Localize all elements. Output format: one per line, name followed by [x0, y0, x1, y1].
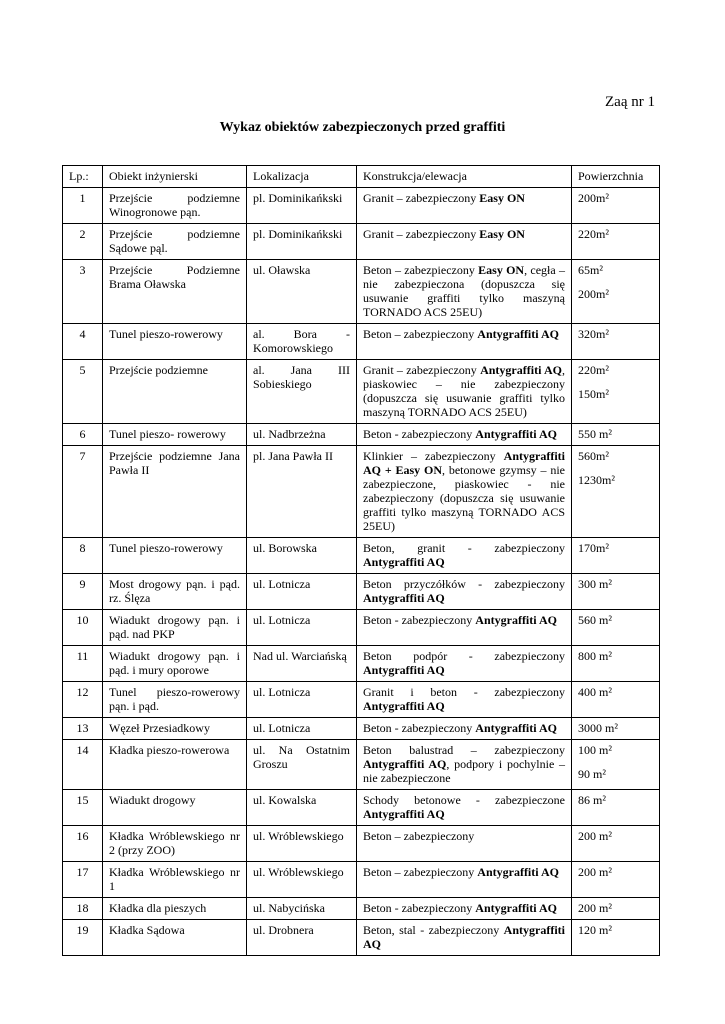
cell-area: [572, 574, 660, 610]
area-value: 560 m²: [578, 613, 612, 627]
area-value: 86 m²: [578, 793, 606, 807]
construction-product: Antygraffiti AQ: [363, 807, 445, 821]
cell-construction: [357, 188, 572, 224]
cell-lp: 11: [63, 646, 103, 682]
cell-object: Węzeł Przesiadkowy: [103, 718, 247, 740]
cell-object: Przejście podziemne Winogronowe pąn.: [103, 188, 247, 224]
cell-location: Nad ul. Warciańską: [247, 646, 357, 682]
cell-location: pl. Jana Pawła II: [247, 446, 357, 538]
document-title: Wykaz obiektów zabezpieczonych przed graffiti: [219, 120, 506, 135]
area-value: 200m²: [578, 191, 609, 205]
cell-lp: 18: [63, 898, 103, 920]
table-row: [63, 862, 660, 898]
cell-area: [572, 260, 660, 324]
construction-product: Antygraffiti AQ: [363, 591, 445, 605]
cell-lp: 10: [63, 610, 103, 646]
construction-product: Antygraffiti AQ: [480, 363, 562, 377]
cell-object: Kładka pieszo-rowerowa: [103, 740, 247, 790]
cell-area: [572, 920, 660, 956]
area-value: 220m²: [578, 227, 609, 241]
cell-area: [572, 740, 660, 790]
cell-construction: [357, 718, 572, 740]
cell-object: Przejście podziemne Sądowe pąl.: [103, 224, 247, 260]
table-body: [63, 188, 660, 956]
objects-table: [62, 165, 660, 956]
cell-construction: [357, 682, 572, 718]
cell-object: Tunel pieszo-rowerowy: [103, 538, 247, 574]
table-row: [63, 574, 660, 610]
area-value: 100 m²: [578, 743, 612, 757]
cell-lp: 13: [63, 718, 103, 740]
cell-construction: [357, 574, 572, 610]
cell-object: Przejście podziemne Jana Pawła II: [103, 446, 247, 538]
cell-object: Tunel pieszo-rowerowy: [103, 324, 247, 360]
area-value: 120 m²: [578, 923, 612, 937]
cell-lp: 3: [63, 260, 103, 324]
cell-area: [572, 862, 660, 898]
cell-location: ul. Lotnicza: [247, 574, 357, 610]
header-construction: Konstrukcja/elewacja: [357, 166, 572, 188]
cell-lp: 15: [63, 790, 103, 826]
cell-construction: [357, 424, 572, 446]
cell-object: Tunel pieszo-rowerowy pąn. i pąd.: [103, 682, 247, 718]
cell-area: [572, 718, 660, 740]
construction-product: Antygraffiti AQ: [475, 427, 557, 441]
construction-text: Granit – zabezpieczony: [363, 227, 480, 241]
cell-construction: [357, 324, 572, 360]
cell-object: Kładka Wróblewskiego nr 2 (przy ZOO): [103, 826, 247, 862]
construction-product: Antygraffiti AQ: [363, 663, 445, 677]
construction-text: Beton, granit - zabezpieczony: [363, 541, 565, 555]
construction-text: Beton – zabezpieczony: [363, 829, 475, 843]
cell-area: [572, 790, 660, 826]
area-value: 220m²: [578, 363, 609, 377]
annex-label: Zaą nr 1: [605, 94, 655, 110]
table-row: [63, 920, 660, 956]
area-value: 200 m²: [578, 901, 612, 915]
table-row: [63, 446, 660, 538]
cell-construction: [357, 446, 572, 538]
cell-construction: [357, 646, 572, 682]
construction-text: Beton podpór - zabezpieczony: [363, 649, 565, 663]
cell-lp: 9: [63, 574, 103, 610]
construction-text: Beton - zabezpieczony: [363, 613, 476, 627]
table-row: [63, 718, 660, 740]
area-value: 550 m²: [578, 427, 612, 441]
construction-text: Schody betonowe - zabezpieczone: [363, 793, 565, 807]
construction-product: Antygraffiti AQ: [363, 923, 565, 951]
cell-area: [572, 188, 660, 224]
header-object: Obiekt inżynierski: [103, 166, 247, 188]
table-row: [63, 740, 660, 790]
header-area: Powierzchnia: [572, 166, 660, 188]
cell-lp: 8: [63, 538, 103, 574]
construction-text: Beton - zabezpieczony: [363, 721, 476, 735]
cell-lp: 12: [63, 682, 103, 718]
cell-location: ul. Lotnicza: [247, 718, 357, 740]
table-row: [63, 646, 660, 682]
table-row: [63, 826, 660, 862]
cell-object: Most drogowy pąn. i pąd. rz. Ślęza: [103, 574, 247, 610]
cell-area: [572, 538, 660, 574]
construction-product: Easy ON: [479, 191, 525, 205]
construction-product: Easy ON: [478, 263, 525, 277]
construction-text: , podpory i pochylnie – nie zabezpieczone: [363, 757, 566, 785]
cell-lp: 19: [63, 920, 103, 956]
cell-area: [572, 424, 660, 446]
area-value: 300 m²: [578, 577, 612, 591]
area-value: 170m²: [578, 541, 609, 555]
cell-lp: 5: [63, 360, 103, 424]
cell-location: ul. Lotnicza: [247, 682, 357, 718]
construction-text: Beton – zabezpieczony: [363, 865, 478, 879]
construction-product: Antygraffiti AQ: [363, 699, 445, 713]
cell-area: [572, 682, 660, 718]
cell-lp: 4: [63, 324, 103, 360]
cell-construction: [357, 826, 572, 862]
construction-text: Granit – zabezpieczony: [363, 363, 481, 377]
cell-lp: 6: [63, 424, 103, 446]
construction-text: Beton – zabezpieczony: [363, 327, 478, 341]
cell-area: [572, 360, 660, 424]
construction-text: Beton balustrad – zabezpieczony: [363, 743, 565, 757]
cell-location: ul. Lotnicza: [247, 610, 357, 646]
construction-text: Granit – zabezpieczony: [363, 191, 480, 205]
construction-text: , betonowe gzymsy – nie zabezpieczone, piaskowiec - nie zabezpieczony (dopuszcza się usuwanie graffiti tylko maszyną TORNADO ACS 25EU): [363, 463, 565, 533]
construction-product: Easy ON: [479, 227, 525, 241]
cell-construction: [357, 538, 572, 574]
table-row: [63, 260, 660, 324]
area-value: 200m²: [578, 287, 609, 301]
cell-construction: [357, 740, 572, 790]
cell-location: pl. Dominikańkski: [247, 224, 357, 260]
area-value: 400 m²: [578, 685, 612, 699]
header-lp: Lp.:: [63, 166, 103, 188]
table-row: [63, 610, 660, 646]
cell-lp: 17: [63, 862, 103, 898]
construction-product: Antygraffiti AQ + Easy ON: [363, 449, 565, 477]
table-row: [63, 682, 660, 718]
table-row: [63, 898, 660, 920]
header-location: Lokalizacja: [247, 166, 357, 188]
cell-object: Wiadukt drogowy pąn. i pąd. i mury oporowe: [103, 646, 247, 682]
table-row: [63, 424, 660, 446]
cell-location: ul. Wróblewskiego: [247, 862, 357, 898]
area-value: 200 m²: [578, 829, 612, 843]
construction-text: , cegła – nie zabezpieczona (dopuszcza się usuwanie graffiti tylko maszyną TORNADO ACS 25EU): [363, 263, 565, 319]
cell-location: ul. Na Ostatnim Groszu: [247, 740, 357, 790]
table-header-row: [63, 166, 660, 188]
construction-text: Klinkier – zabezpieczony: [363, 449, 504, 463]
cell-area: [572, 446, 660, 538]
cell-construction: [357, 360, 572, 424]
cell-object: Wiadukt drogowy pąn. i pąd. nad PKP: [103, 610, 247, 646]
cell-location: ul. Nabycińska: [247, 898, 357, 920]
cell-object: Wiadukt drogowy: [103, 790, 247, 826]
table-row: [63, 324, 660, 360]
cell-location: ul. Wróblewskiego: [247, 826, 357, 862]
construction-product: Antygraffiti AQ: [475, 901, 557, 915]
area-value: 1230m²: [578, 473, 615, 487]
cell-object: Kładka dla pieszych: [103, 898, 247, 920]
area-value: 800 m²: [578, 649, 612, 663]
area-value: 65m²: [578, 263, 603, 277]
construction-text: Beton przyczółków - zabezpieczony: [363, 577, 565, 591]
cell-area: [572, 826, 660, 862]
construction-text: Beton - zabezpieczony: [363, 901, 476, 915]
cell-location: pl. Dominikańkski: [247, 188, 357, 224]
construction-text: Beton – zabezpieczony: [363, 263, 479, 277]
table-row: [63, 360, 660, 424]
cell-object: Kładka Wróblewskiego nr 1: [103, 862, 247, 898]
cell-lp: 7: [63, 446, 103, 538]
construction-text: Beton - zabezpieczony: [363, 427, 476, 441]
cell-object: Kładka Sądowa: [103, 920, 247, 956]
cell-construction: [357, 224, 572, 260]
area-value: 320m²: [578, 327, 609, 341]
cell-lp: 2: [63, 224, 103, 260]
cell-area: [572, 610, 660, 646]
cell-location: al. Jana III Sobieskiego: [247, 360, 357, 424]
construction-product: Antygraffiti AQ: [363, 555, 445, 569]
cell-object: Przejście podziemne: [103, 360, 247, 424]
table-row: [63, 188, 660, 224]
cell-lp: 14: [63, 740, 103, 790]
cell-area: [572, 898, 660, 920]
cell-location: ul. Borowska: [247, 538, 357, 574]
cell-location: ul. Drobnera: [247, 920, 357, 956]
table-row: [63, 538, 660, 574]
area-value: 200 m²: [578, 865, 612, 879]
cell-object: Tunel pieszo- rowerowy: [103, 424, 247, 446]
cell-construction: [357, 610, 572, 646]
table-row: [63, 224, 660, 260]
construction-product: Antygraffiti AQ: [363, 757, 447, 771]
cell-construction: [357, 862, 572, 898]
cell-construction: [357, 260, 572, 324]
cell-construction: [357, 898, 572, 920]
cell-construction: [357, 790, 572, 826]
construction-text: Granit i beton - zabezpieczony: [363, 685, 565, 699]
area-value: 560m²: [578, 449, 609, 463]
cell-area: [572, 646, 660, 682]
cell-location: ul. Oławska: [247, 260, 357, 324]
cell-construction: [357, 920, 572, 956]
area-value: 150m²: [578, 387, 609, 401]
construction-product: Antygraffiti AQ: [477, 327, 559, 341]
area-value: 3000 m²: [578, 721, 618, 735]
cell-lp: 1: [63, 188, 103, 224]
cell-lp: 16: [63, 826, 103, 862]
area-value: 90 m²: [578, 767, 606, 781]
construction-product: Antygraffiti AQ: [475, 721, 557, 735]
table-row: [63, 790, 660, 826]
construction-product: Antygraffiti AQ: [475, 613, 557, 627]
construction-product: Antygraffiti AQ: [477, 865, 559, 879]
cell-area: [572, 224, 660, 260]
construction-text: , piaskowiec – nie zabezpieczony (dopuszcza się usuwanie graffiti tylko maszyną TORNADO ACS 25EU): [363, 363, 565, 419]
construction-text: Beton, stal - zabezpieczony: [363, 923, 504, 937]
cell-location: ul. Nadbrzeżna: [247, 424, 357, 446]
cell-location: ul. Kowalska: [247, 790, 357, 826]
cell-area: [572, 324, 660, 360]
cell-object: Przejście Podziemne Brama Oławska: [103, 260, 247, 324]
cell-location: al. Bora - Komorowskiego: [247, 324, 357, 360]
